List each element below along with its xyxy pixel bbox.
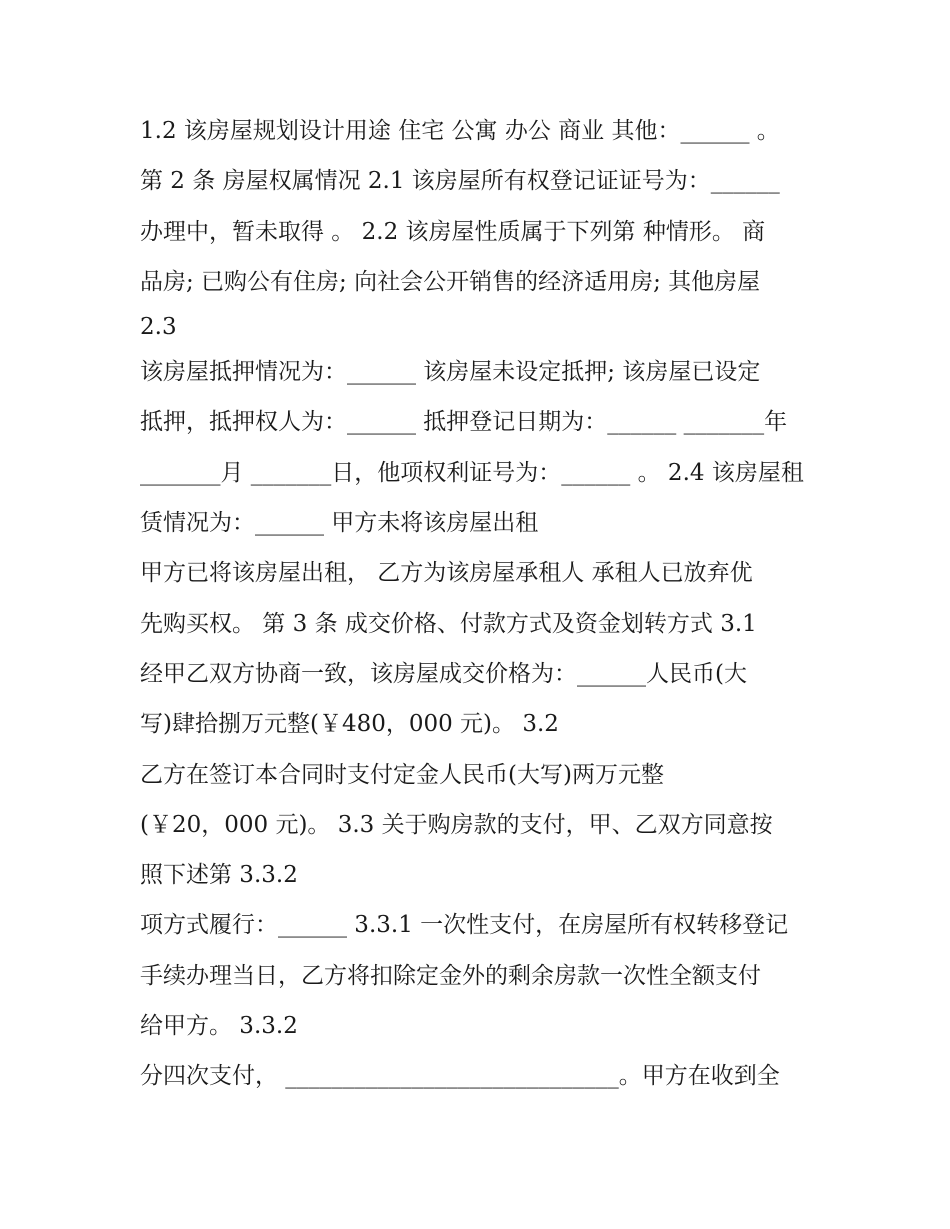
- text-line: 乙方在签订本合同时支付定金人民币(大写)两万元整: [140, 761, 664, 788]
- text-line: 给甲方。 3.3.2: [140, 1013, 298, 1040]
- text-line: 经甲乙双方协商一致，该房屋成交价格为：______人民币(大: [140, 660, 747, 687]
- text-line: 2.3: [140, 314, 177, 341]
- text-line: _______月 _______日，他项权利证号为：______ 。 2.4 该房屋租: [140, 459, 804, 486]
- text-line: 手续办理当日，乙方将扣除定金外的剩余房款一次性全额支付: [140, 962, 761, 989]
- text-line: 分四次支付， _____________________________。甲方在收到全: [140, 1063, 780, 1090]
- text-line: 照下述第 3.3.2: [140, 862, 298, 889]
- text-line: 第 2 条 房屋权属情况 2.1 该房屋所有权登记证证号为：______: [140, 168, 780, 195]
- text-line: 写)肆拾捌万元整(￥480，000 元)。 3.2: [140, 711, 559, 738]
- text-line: 项方式履行：______ 3.3.1 一次性支付，在房屋所有权转移登记: [140, 912, 789, 939]
- text-line: 抵押，抵押权人为：______ 抵押登记日期为：______ _______年: [140, 409, 788, 436]
- text-line: (￥20，000 元)。 3.3 关于购房款的支付，甲、乙双方同意按: [140, 811, 773, 838]
- text-line: 品房; 已购公有住房; 向社会公开销售的经济适用房; 其他房屋: [140, 268, 761, 295]
- text-line: 赁情况为：______ 甲方未将该房屋出租: [140, 510, 539, 537]
- document-body: [140, 106, 840, 1102]
- text-line: 甲方已将该房屋出租， 乙方为该房屋承租人 承租人已放弃优: [140, 560, 753, 587]
- text-line: 1.2 该房屋规划设计用途 住宅 公寓 办公 商业 其他：______ 。: [140, 118, 780, 144]
- text-line: 先购买权。 第 3 条 成交价格、付款方式及资金划转方式 3.1: [140, 610, 757, 637]
- text-line: 办理中，暂未取得 。 2.2 该房屋性质属于下列第 种情形。 商: [140, 218, 766, 245]
- text-line: 该房屋抵押情况为：______ 该房屋未设定抵押; 该房屋已设定: [140, 359, 761, 386]
